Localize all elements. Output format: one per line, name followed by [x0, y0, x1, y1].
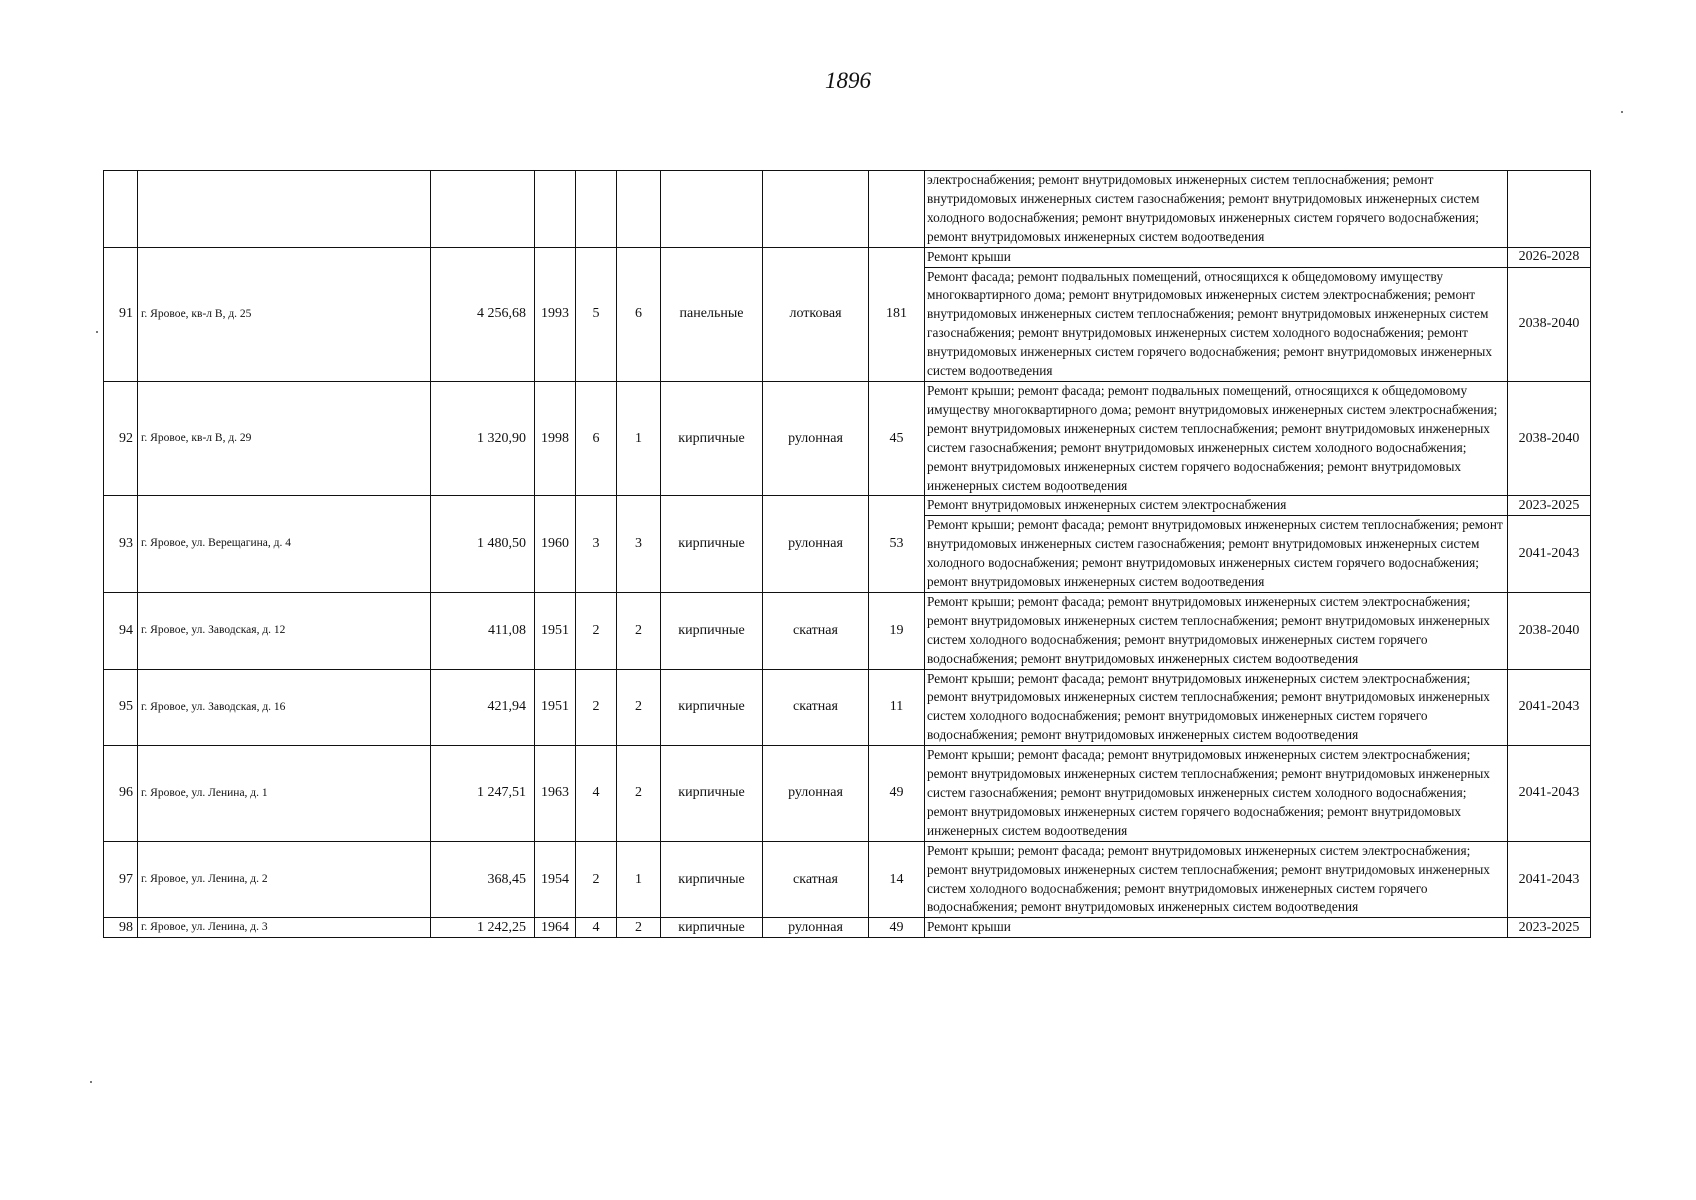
cell-entrances: 3: [617, 496, 661, 593]
cell-num: 98: [104, 918, 138, 938]
cell-walls: кирпичные: [661, 918, 763, 938]
cell-entrances: 2: [617, 918, 661, 938]
table-row: [104, 592, 1591, 669]
cell-work: Ремонт внутридомовых инженерных систем электроснабжения: [925, 496, 1508, 516]
cell-address: [138, 171, 431, 248]
cell-roof: рулонная: [763, 381, 869, 495]
table-row: [104, 841, 1591, 918]
cell-entrances: 2: [617, 592, 661, 669]
cell-work: Ремонт фасада; ремонт подвальных помещений, относящихся к общедомовому имуществу многоквартирного дома; ремонт внутридомовых инженерных систем электроснабжения; ремонт внутридомовых инженерных систем теплоснабжения; ремонт внутридомовых инженерных систем газоснабжения; ремонт внутридомовых инженерных систем холодного водоснабжения; ремонт внутридомовых инженерных систем горячего водоснабжения; ремонт внутридомовых инженерных систем водоотведения: [925, 267, 1508, 381]
cell-address: г. Яровое, кв-л В, д. 25: [138, 247, 431, 381]
cell-floors: 2: [576, 592, 617, 669]
cell-area: 1 320,90: [431, 381, 535, 495]
cell-entrances: 1: [617, 381, 661, 495]
cell-address: г. Яровое, ул. Ленина, д. 2: [138, 841, 431, 918]
cell-period: 2023-2025: [1508, 496, 1591, 516]
cell-year: 1963: [535, 746, 576, 842]
cell-floors: 4: [576, 918, 617, 938]
cell-work: Ремонт крыши; ремонт фасада; ремонт внутридомовых инженерных систем теплоснабжения; ремонт внутридомовых инженерных систем газоснабжения; ремонт внутридомовых инженерных систем холодного водоснабжения; ремонт внутридомовых инженерных систем горячего водоснабжения; ремонт внутридомовых инженерных систем водоотведения: [925, 516, 1508, 593]
scan-dot: [90, 1081, 92, 1083]
cell-area: 411,08: [431, 592, 535, 669]
cell-num: [104, 171, 138, 248]
table-row: [104, 496, 1591, 516]
cell-area: 421,94: [431, 669, 535, 746]
cell-apartments: 45: [869, 381, 925, 495]
table-row: [104, 918, 1591, 938]
cell-apartments: 53: [869, 496, 925, 593]
cell-year: 1954: [535, 841, 576, 918]
cell-period: 2038-2040: [1508, 381, 1591, 495]
cell-year: [535, 171, 576, 248]
cell-work: Ремонт крыши; ремонт фасада; ремонт внутридомовых инженерных систем электроснабжения; ремонт внутридомовых инженерных систем теплоснабжения; ремонт внутридомовых инженерных систем газоснабжения; ремонт внутридомовых инженерных систем холодного водоснабжения; ремонт внутридомовых инженерных систем горячего водоснабжения; ремонт внутридомовых инженерных систем водоотведения: [925, 746, 1508, 842]
table-row: [104, 247, 1591, 267]
cell-address: г. Яровое, ул. Ленина, д. 1: [138, 746, 431, 842]
cell-floors: 2: [576, 841, 617, 918]
cell-num: 92: [104, 381, 138, 495]
cell-apartments: 14: [869, 841, 925, 918]
cell-floors: 5: [576, 247, 617, 381]
cell-walls: кирпичные: [661, 496, 763, 593]
cell-area: 368,45: [431, 841, 535, 918]
cell-walls: кирпичные: [661, 669, 763, 746]
cell-entrances: 2: [617, 669, 661, 746]
scan-dot: [96, 331, 98, 333]
cell-period: 2038-2040: [1508, 592, 1591, 669]
cell-work: Ремонт крыши; ремонт фасада; ремонт внутридомовых инженерных систем электроснабжения; ремонт внутридомовых инженерных систем теплоснабжения; ремонт внутридомовых инженерных систем холодного водоснабжения; ремонт внутридомовых инженерных систем горячего водоснабжения; ремонт внутридомовых инженерных систем водоотведения: [925, 669, 1508, 746]
cell-work: Ремонт крыши: [925, 918, 1508, 938]
cell-period: 2041-2043: [1508, 746, 1591, 842]
cell-walls: кирпичные: [661, 841, 763, 918]
cell-num: 97: [104, 841, 138, 918]
table-row: [104, 381, 1591, 495]
cell-period: 2023-2025: [1508, 918, 1591, 938]
cell-work: Ремонт крыши: [925, 247, 1508, 267]
cell-floors: 6: [576, 381, 617, 495]
cell-walls: кирпичные: [661, 381, 763, 495]
cell-area: 1 242,25: [431, 918, 535, 938]
cell-address: г. Яровое, кв-л В, д. 29: [138, 381, 431, 495]
cell-floors: 2: [576, 669, 617, 746]
cell-roof: скатная: [763, 592, 869, 669]
cell-year: 1998: [535, 381, 576, 495]
cell-num: 91: [104, 247, 138, 381]
cell-walls: [661, 171, 763, 248]
table-row: [104, 669, 1591, 746]
housing-repair-table: [103, 170, 1591, 938]
page-number: 1896: [825, 68, 871, 93]
cell-walls: панельные: [661, 247, 763, 381]
cell-address: г. Яровое, ул. Заводская, д. 16: [138, 669, 431, 746]
cell-work: Ремонт крыши; ремонт фасада; ремонт внутридомовых инженерных систем электроснабжения; ремонт внутридомовых инженерных систем теплоснабжения; ремонт внутридомовых инженерных систем холодного водоснабжения; ремонт внутридомовых инженерных систем горячего водоснабжения; ремонт внутридомовых инженерных систем водоотведения: [925, 592, 1508, 669]
cell-address: г. Яровое, ул. Заводская, д. 12: [138, 592, 431, 669]
cell-floors: [576, 171, 617, 248]
cell-roof: рулонная: [763, 918, 869, 938]
cell-num: 96: [104, 746, 138, 842]
cell-apartments: 181: [869, 247, 925, 381]
cell-num: 93: [104, 496, 138, 593]
cell-apartments: [869, 171, 925, 248]
cell-entrances: [617, 171, 661, 248]
cell-period: [1508, 171, 1591, 248]
cell-entrances: 2: [617, 746, 661, 842]
cell-area: 4 256,68: [431, 247, 535, 381]
cell-year: 1951: [535, 592, 576, 669]
continuation-row: [104, 171, 1591, 248]
cell-walls: кирпичные: [661, 592, 763, 669]
cell-roof: рулонная: [763, 746, 869, 842]
cell-roof: [763, 171, 869, 248]
cell-work: Ремонт крыши; ремонт фасада; ремонт подвальных помещений, относящихся к общедомовому имуществу многоквартирного дома; ремонт внутридомовых инженерных систем электроснабжения; ремонт внутридомовых инженерных систем теплоснабжения; ремонт внутридомовых инженерных систем газоснабжения; ремонт внутридомовых инженерных систем холодного водоснабжения; ремонт внутридомовых инженерных систем горячего водоснабжения; ремонт внутридомовых инженерных систем водоотведения: [925, 381, 1508, 495]
cell-roof: рулонная: [763, 496, 869, 593]
cell-area: 1 480,50: [431, 496, 535, 593]
cell-entrances: 1: [617, 841, 661, 918]
cell-work: Ремонт крыши; ремонт фасада; ремонт внутридомовых инженерных систем электроснабжения; ремонт внутридомовых инженерных систем теплоснабжения; ремонт внутридомовых инженерных систем холодного водоснабжения; ремонт внутридомовых инженерных систем горячего водоснабжения; ремонт внутридомовых инженерных систем водоотведения: [925, 841, 1508, 918]
cell-year: 1960: [535, 496, 576, 593]
cell-year: 1964: [535, 918, 576, 938]
cell-floors: 3: [576, 496, 617, 593]
cell-work: электроснабжения; ремонт внутридомовых инженерных систем теплоснабжения; ремонт внутридомовых инженерных систем газоснабжения; ремонт внутридомовых инженерных систем холодного водоснабжения; ремонт внутридомовых инженерных систем горячего водоснабжения; ремонт внутридомовых инженерных систем водоотведения: [925, 171, 1508, 248]
cell-area: [431, 171, 535, 248]
cell-num: 95: [104, 669, 138, 746]
table-row: [104, 746, 1591, 842]
cell-year: 1951: [535, 669, 576, 746]
cell-floors: 4: [576, 746, 617, 842]
cell-roof: скатная: [763, 669, 869, 746]
cell-apartments: 49: [869, 918, 925, 938]
scan-dot: [1621, 111, 1623, 113]
cell-apartments: 11: [869, 669, 925, 746]
cell-area: 1 247,51: [431, 746, 535, 842]
cell-entrances: 6: [617, 247, 661, 381]
cell-period: 2041-2043: [1508, 669, 1591, 746]
cell-period: 2041-2043: [1508, 516, 1591, 593]
cell-apartments: 19: [869, 592, 925, 669]
cell-roof: скатная: [763, 841, 869, 918]
table-body: [104, 171, 1591, 938]
cell-roof: лотковая: [763, 247, 869, 381]
cell-address: г. Яровое, ул. Ленина, д. 3: [138, 918, 431, 938]
cell-period: 2038-2040: [1508, 267, 1591, 381]
cell-period: 2026-2028: [1508, 247, 1591, 267]
cell-period: 2041-2043: [1508, 841, 1591, 918]
cell-num: 94: [104, 592, 138, 669]
cell-apartments: 49: [869, 746, 925, 842]
cell-year: 1993: [535, 247, 576, 381]
cell-walls: кирпичные: [661, 746, 763, 842]
cell-address: г. Яровое, ул. Верещагина, д. 4: [138, 496, 431, 593]
